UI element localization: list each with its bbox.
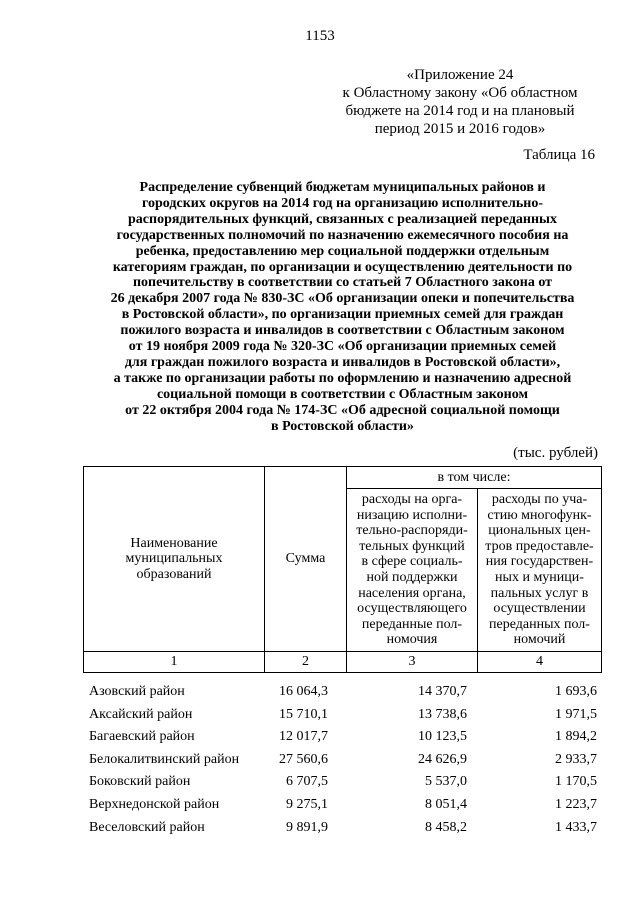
sum-value: 16 064,3 (279, 684, 328, 699)
title-line: 26 декабря 2007 года № 830-ЗС «Об организации опеки и попечительства (110, 291, 575, 307)
sum-value: 27 560,6 (279, 751, 328, 767)
header-line: ния государствен- (485, 554, 594, 570)
units-label: (тыс. рублей) (513, 445, 598, 461)
header-line: в сфере социаль- (361, 554, 463, 570)
table-row (83, 794, 601, 817)
title-line: пожилого возраста и инвалидов в соответствии с Областным законом (120, 323, 565, 339)
header-line: расходы по уча- (491, 492, 588, 508)
municipality-name: Веселовский район (89, 819, 205, 835)
title-line: категориям граждан, по организации и осуществлению деятельности по (112, 259, 573, 275)
admin-value: 8 051,4 (425, 796, 467, 812)
table-row (83, 817, 601, 840)
header-line: расходы на орга- (361, 492, 463, 508)
title-line: в Ростовской области» (271, 418, 414, 434)
column-number: 1 (84, 652, 265, 673)
sum-value: 6 707,5 (286, 774, 328, 790)
header-admin-col (347, 489, 478, 652)
header-line: образований (136, 566, 212, 582)
header-line: тров предоставле- (485, 538, 594, 554)
column-number: 4 (478, 652, 602, 673)
header-line: населения органа, (358, 585, 466, 601)
table-body (83, 681, 601, 839)
municipality-name: Белокалитвинский район (89, 751, 240, 767)
municipality-name: Аксайский район (89, 706, 193, 722)
mfc-value: 1 693,6 (555, 684, 597, 699)
admin-value: 24 626,9 (418, 751, 467, 767)
table-row (83, 749, 601, 772)
title-line: для граждан пожилого возраста и инвалидов в Ростовской области», (124, 354, 561, 370)
header-line: переданных пол- (489, 616, 590, 632)
title-line: государственных полномочий по назначению ежемесячного пособия на (116, 227, 569, 243)
header-line: стию многофунк- (487, 507, 592, 523)
column-number: 2 (265, 652, 347, 673)
sum-value: 9 275,1 (286, 796, 328, 812)
header-line: номочий (513, 632, 566, 648)
header-line: осуществляющего (357, 601, 467, 617)
appendix-note (320, 66, 600, 138)
header-line: осуществлении (493, 601, 586, 617)
document-title (80, 180, 605, 435)
title-line: социальной помощи в соответствии с Областным законом (156, 386, 529, 402)
municipality-name: Багаевский район (89, 729, 195, 745)
admin-value: 10 123,5 (418, 729, 467, 745)
appendix-line: к Областному закону «Об областном (342, 85, 578, 101)
appendix-line: период 2015 и 2016 годов» (374, 121, 546, 137)
sum-value: 12 017,7 (279, 729, 328, 745)
table-row (83, 726, 601, 749)
header-line: тельных функций (359, 538, 465, 554)
mfc-value: 1 170,5 (555, 774, 597, 790)
title-line: ребенка, предоставлению мер социальной поддержки отдельным (135, 243, 550, 259)
header-name-col (84, 467, 265, 652)
title-line: попечительству в соответствии со статьей 7 Областного закона от (132, 275, 553, 291)
appendix-line: «Приложение 24 (406, 67, 514, 83)
admin-value: 14 370,7 (418, 684, 467, 699)
column-number: 3 (347, 652, 478, 673)
title-line: Распределение субвенций бюджетам муниципальных районов и (139, 180, 546, 195)
header-line: переданные пол- (361, 616, 463, 632)
mfc-value: 1 971,5 (555, 706, 597, 722)
appendix-line: бюджете на 2014 год и на плановый (345, 103, 575, 119)
header-line: номочия (386, 632, 438, 648)
header-line: муниципальных (125, 551, 223, 567)
title-line: городских округов на 2014 год на организацию исполнительно- (142, 195, 543, 211)
table-row (83, 704, 601, 727)
title-line: а также по организации работы по оформлению и назначению адресной (113, 370, 572, 386)
header-line: циональных цен- (488, 523, 591, 539)
title-line: распорядительных функций, связанных с реализацией переданных (128, 211, 557, 227)
municipality-name: Азовский район (89, 684, 185, 699)
header-sum-col: Сумма (265, 467, 347, 652)
sum-value: 9 891,9 (286, 819, 328, 835)
header-line: Наименование (130, 535, 218, 551)
mfc-value: 1 433,7 (555, 819, 597, 835)
header-line: низацию исполни- (356, 507, 468, 523)
table-row (83, 771, 601, 794)
table-label: Таблица 16 (523, 147, 595, 163)
sum-value: 15 710,1 (279, 706, 328, 722)
title-line: в Ростовской области», по организации приемных семей для граждан (121, 307, 564, 323)
title-line: от 22 октября 2004 года № 174-ЗС «Об адресной социальной помощи (125, 402, 560, 418)
admin-value: 8 458,2 (425, 819, 467, 835)
admin-value: 5 537,0 (425, 774, 467, 790)
mfc-value: 1 894,2 (555, 729, 597, 745)
table-header (83, 466, 602, 673)
mfc-value: 1 223,7 (555, 796, 597, 812)
admin-value: 13 738,6 (418, 706, 467, 722)
header-line: тельно-распоряди- (356, 523, 468, 539)
title-line: от 19 ноября 2009 года № 320-ЗС «Об организации приемных семей (128, 339, 557, 355)
header-line: ных и муници- (495, 570, 584, 585)
mfc-value: 2 933,7 (555, 751, 597, 767)
municipality-name: Верхнедонской район (89, 796, 220, 812)
table-row (83, 681, 601, 704)
municipality-name: Боковский район (89, 774, 191, 790)
header-line: ной поддержки (366, 570, 458, 585)
page-number: 1153 (305, 28, 335, 44)
header-line: пальных услуг в (490, 585, 589, 601)
header-mfc-col (478, 489, 602, 652)
header-group: в том числе: (347, 467, 602, 489)
